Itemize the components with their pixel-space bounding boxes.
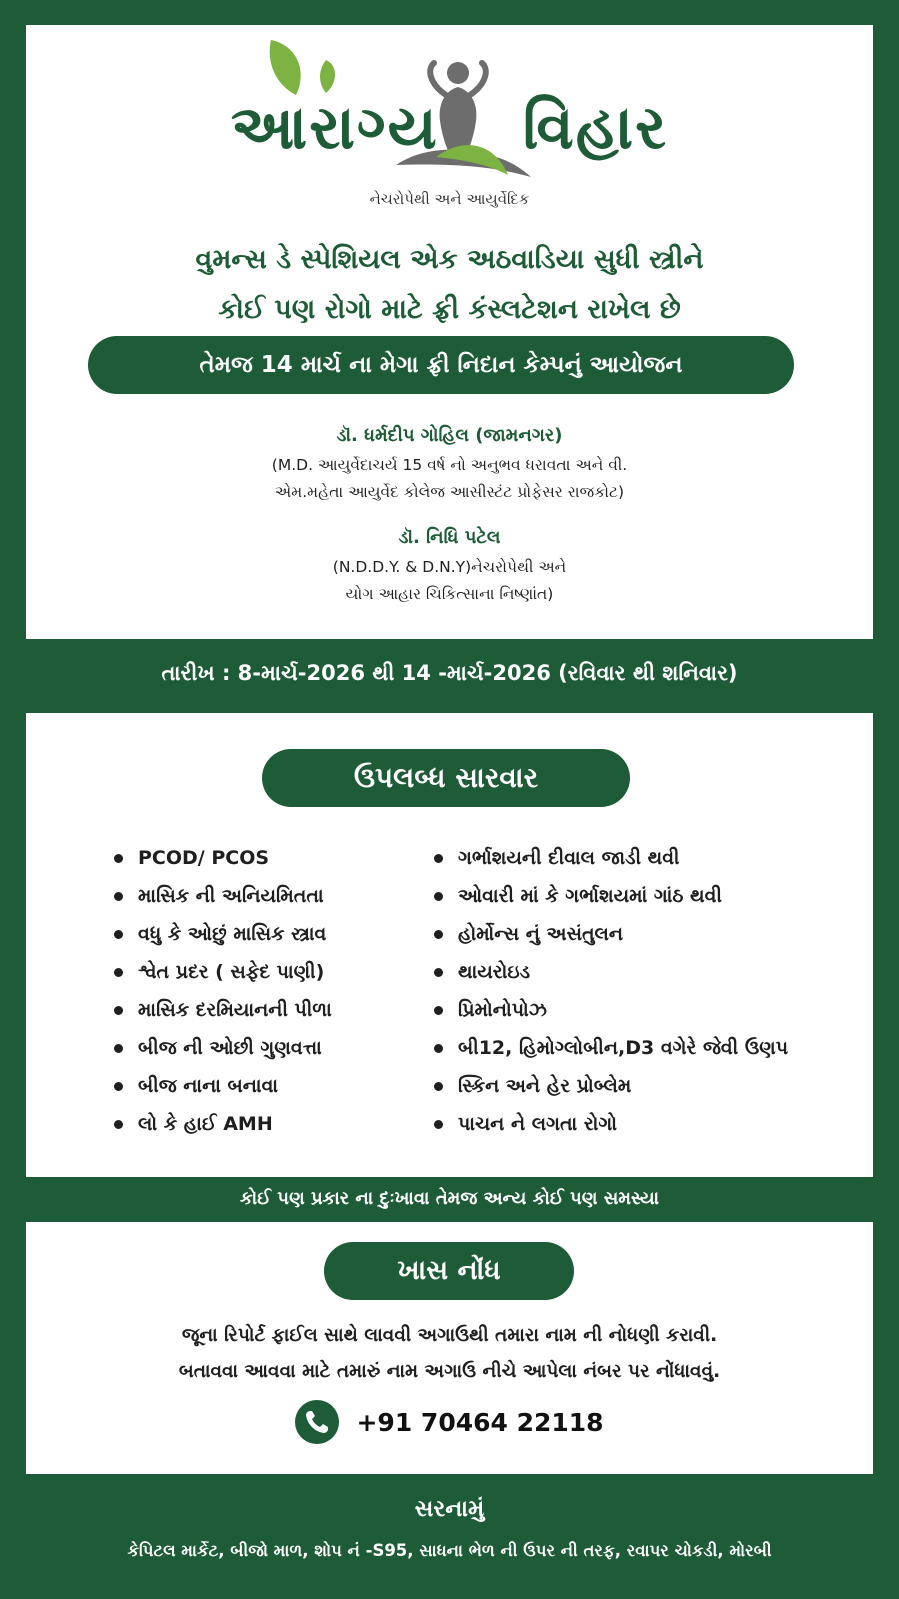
treatments-list-left: [112, 839, 332, 1143]
list-item: ગર્ભાશયની દીવાલ જાડી થવી: [432, 839, 788, 877]
list-item: ઓવારી માં કે ગર્ભાશયમાં ગાંઠ થવી: [432, 877, 788, 915]
doctor-2: [26, 527, 873, 608]
list-item: સ્કિન અને હેર પ્રોબ્લેમ: [432, 1067, 788, 1105]
camp-banner: તેમજ 14 માર્ચ ના મેગા ફ્રી નિદાન કેમ્પનું આયોજન: [88, 336, 794, 394]
special-note-panel: [26, 1222, 873, 1474]
treatments-list-right: [432, 839, 788, 1143]
headline-line-2: કોઈ પણ રોગો માટે ફ્રી કંસ્લટેશન રાખેલ છે: [218, 294, 681, 325]
logo: [26, 35, 873, 208]
doctor-1-name: ડૉ. ધર્મદીપ ગોહિલ (જામનગર): [336, 425, 563, 446]
header-panel: [26, 25, 873, 639]
special-note-line-1: જૂના રિપોર્ટ ફાઈલ સાથે લાવવી અગાઉથી તમારા નામ ની નોધણી કરાવી.: [181, 1325, 718, 1346]
doctor-1: [26, 425, 873, 506]
special-note-heading: ખાસ નોંધ: [324, 1242, 574, 1300]
problems-band: કોઈ પણ પ્રકાર ના દુઃખાવા તેમજ અન્ય કોઈ પણ સમસ્યા: [239, 1188, 660, 1209]
doctor-1-detail-2: એમ.મહેતા આયુર્વેદ કોલેજ આસીસ્ટંટ પ્રોફેસર રાજકોટ): [274, 483, 625, 501]
phone-icon: [295, 1400, 339, 1444]
doctor-2-name: ડૉ. નિધિ પટેલ: [398, 527, 501, 548]
phone-number[interactable]: +91 70464 22118: [356, 1407, 604, 1437]
address-heading: સરનામું: [414, 1496, 485, 1522]
list-item: લો કે હાઈ AMH: [112, 1105, 332, 1143]
headline: [46, 235, 853, 335]
special-note-text: [46, 1318, 853, 1390]
doctor-2-detail-1: (N.D.D.Y. & D.N.Y)નેચરોપેથી અને: [332, 558, 567, 576]
list-item: વધુ કે ઓછું માસિક સ્ત્રાવ: [112, 915, 332, 953]
treatments-panel: [26, 713, 873, 1177]
list-item: બીજ ની ઓછી ગુણવત્તા: [112, 1029, 332, 1067]
address-text: કેપિટલ માર્કેટ, બીજો માળ, શોપ નં -S95, સાધના ભેળ ની ઉપર ની તરફ, રવાપર ચોકડી, મોરબી: [127, 1541, 772, 1560]
list-item: બી12, હિમોગ્લોબીન,D3 વગેરે જેવી ઉણપ: [432, 1029, 788, 1067]
list-item: PCOD/ PCOS: [112, 839, 332, 877]
brand-name-right: વિહાર: [522, 93, 669, 163]
list-item: બીજ નાના બનાવા: [112, 1067, 332, 1105]
list-item: માસિક ની અનિયમિતતા: [112, 877, 332, 915]
tagline: નેચરોપેથી અને આયુર્વેદિક: [369, 190, 530, 208]
headline-line-1: વુમન્સ ડે સ્પેશિયલ એક અઠવાડિયા સુધી સ્ત્રીને: [195, 244, 704, 275]
doctor-1-detail-1: (M.D. આયુર્વેદાચર્ય 15 વર્ષ નો અનુભવ ધરાવતા અને વી.: [271, 456, 628, 474]
list-item: શ્વેત પ્રદર ( સફેદ પાણી): [112, 953, 332, 991]
brand-name-left: આરાગ્ય: [230, 93, 439, 163]
treatments-heading: ઉપલબ્ધ સારવાર: [262, 749, 630, 807]
list-item: પાચન ને લગતા રોગો: [432, 1105, 788, 1143]
doctor-2-detail-2: યોગ આહાર ચિકિત્સાના નિષ્ણાંત): [345, 585, 554, 603]
list-item: થાયરોઇડ: [432, 953, 788, 991]
date-band: તારીખ : 8-માર્ચ-2026 થી 14 -માર્ચ-2026 (રવિવાર થી શનિવાર): [161, 661, 738, 685]
phone-row[interactable]: [26, 1400, 873, 1444]
special-note-line-2: બતાવવા આવવા માટે તમારું નામ અગાઉ નીચે આપેલા નંબર પર નોંધાવવું.: [178, 1361, 721, 1382]
list-item: પ્રિમોનોપોઝ: [432, 991, 788, 1029]
brand-name: [26, 93, 873, 163]
list-item: હોર્મોન્સ નું અસંતુલન: [432, 915, 788, 953]
list-item: માસિક દરમિયાનની પીળા: [112, 991, 332, 1029]
